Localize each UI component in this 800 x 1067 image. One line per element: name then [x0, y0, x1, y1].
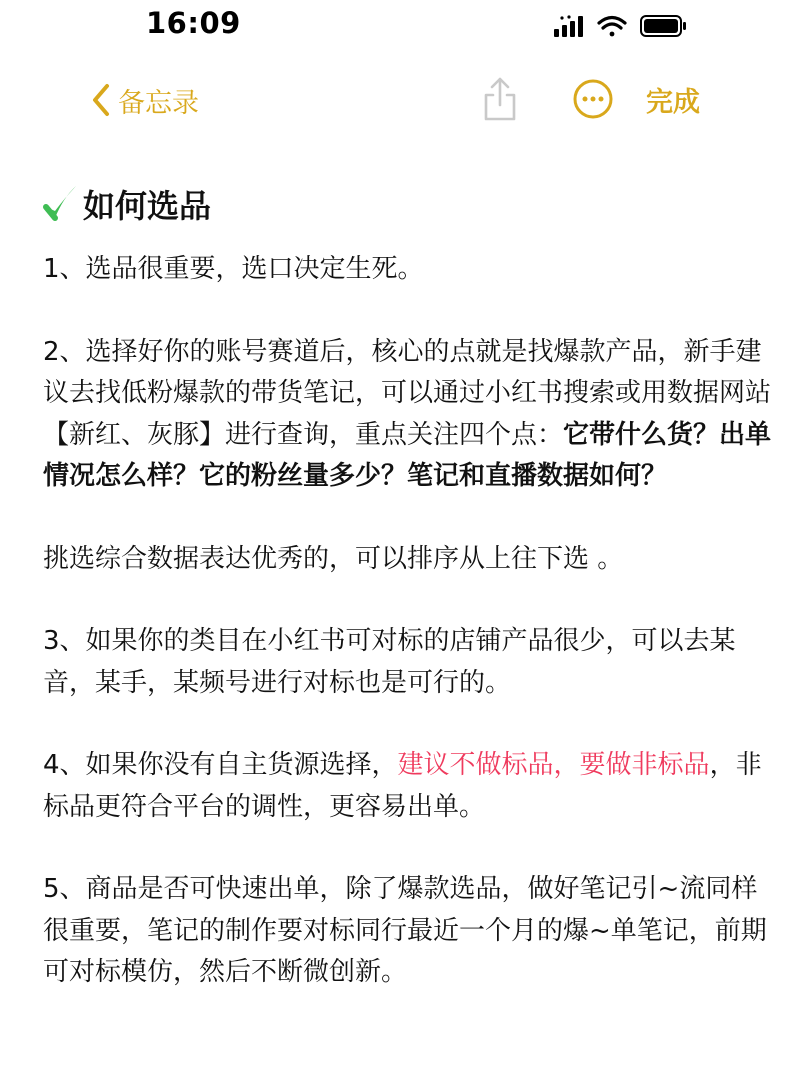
paragraph-2-text: 2、选择好你的账号赛道后，核心的点就是找爆款产品，新手建议去找低粉爆款的带货笔记，可以通过小红书搜索或用数据网站【新红、灰豚】进行查询，重点关注四个点：	[43, 336, 772, 450]
paragraph-5	[43, 745, 773, 828]
wifi-icon	[599, 18, 625, 37]
paragraph-2-bold: 它带什么货？出单情况怎么样？它的粉丝量多少？笔记和直播数据如何？	[43, 419, 772, 491]
note-title: 如何选品	[83, 187, 212, 225]
cellular-signal-icon	[554, 15, 583, 37]
navigation-bar	[0, 70, 800, 130]
paragraph-5-text-before: 4、如果你没有自主货源选择，	[43, 750, 398, 780]
paragraph-4: 3、如果你的类目在小红书可对标的店铺产品很少，可以去某音，某手，某频号进行对标也是可行的。	[43, 626, 736, 698]
paragraph-3: 挑选综合数据表达优秀的，可以排序从上往下选 。	[43, 543, 624, 574]
status-bar	[0, 0, 800, 52]
share-icon[interactable]	[480, 74, 520, 124]
back-button-label: 备忘录	[118, 87, 199, 119]
paragraph-1: 1、选品很重要，选口决定生死。	[43, 254, 424, 284]
back-button[interactable]	[90, 78, 199, 122]
battery-icon	[641, 16, 686, 36]
note-body[interactable]	[43, 175, 773, 994]
chevron-left-icon	[90, 83, 112, 117]
note-title-row	[43, 175, 773, 233]
done-button[interactable]: 完成	[646, 87, 700, 118]
paragraph-6: 5、商品是否可快速出单，除了爆款选品，做好笔记引~流同样很重要，笔记的制作要对标同行最近一个月的爆~单笔记，前期可对标模仿，然后不断微创新。	[43, 874, 767, 987]
paragraph-5-highlight: 建议不做标品，要做非标品	[397, 750, 710, 780]
paragraph-5-text-after: ，非标品更符合平台的调性，更容易出单。	[43, 750, 762, 822]
paragraph-2	[43, 332, 773, 498]
status-time: 16:09	[146, 6, 241, 40]
more-icon[interactable]	[572, 78, 614, 120]
check-mark-icon	[43, 183, 79, 225]
status-icons	[553, 13, 688, 39]
